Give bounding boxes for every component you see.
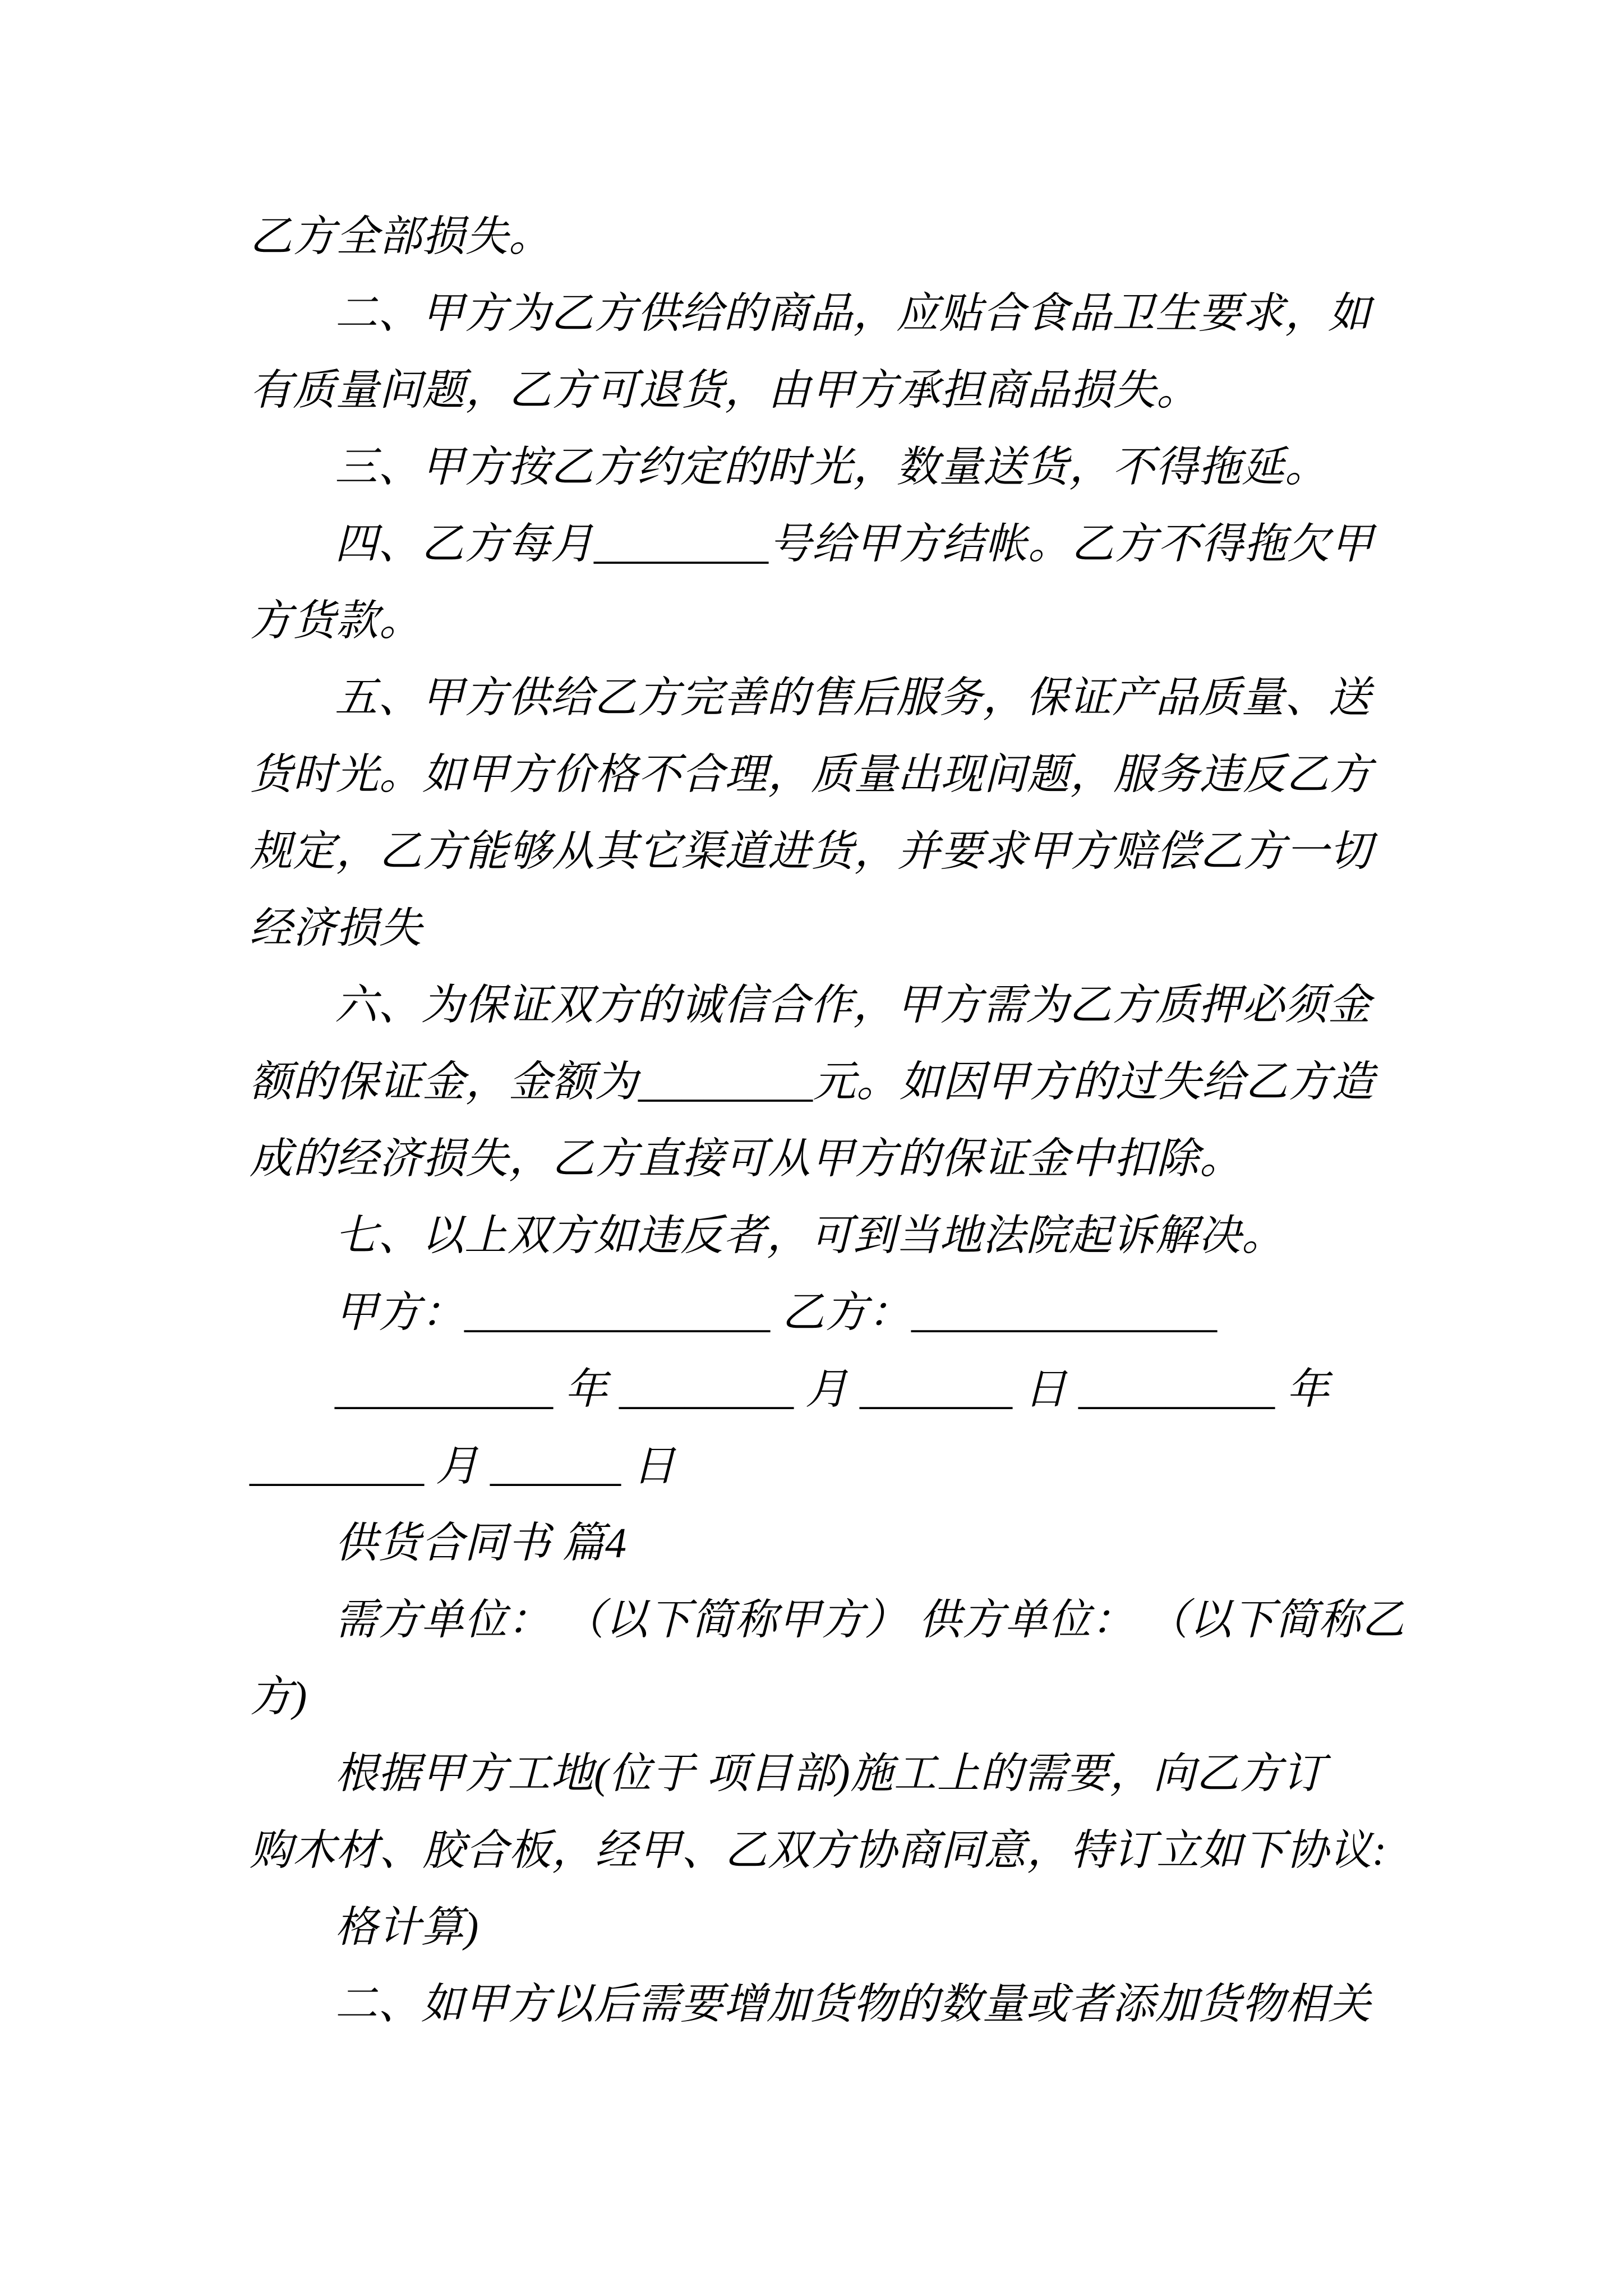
document-line: 成的经济损失，乙方直接可从甲方的保证金中扣除。	[250, 1135, 1243, 1182]
document-line: 方)	[250, 1673, 308, 1720]
document-line: 有质量问题，乙方可退货，由甲方承担商品损失。	[250, 367, 1200, 414]
document-line: 五、甲方供给乙方完善的售后服务，保证产品质量、送	[335, 674, 1371, 721]
document-line: 四、乙方每月________号给甲方结帐。乙方不得拖欠甲	[335, 521, 1373, 568]
document-line: 乙方全部损失。	[250, 213, 552, 260]
document-line: 需方单位： （以下简称甲方） 供方单位： （以下简称乙	[335, 1596, 1405, 1644]
document-line: 六、为保证双方的诚信合作，甲方需为乙方质押必须金	[335, 982, 1371, 1029]
section-title-line: 供货合同书 篇4	[335, 1520, 627, 1567]
document-line: 七、以上双方如违反者，可到当地法院起诉解决。	[335, 1212, 1285, 1259]
document-line: 规定，乙方能够从其它渠道进货，并要求甲方赔偿乙方一切	[250, 828, 1372, 875]
contract-text-block	[250, 199, 1405, 2043]
document-line: 根据甲方工地(位于 项目部)施工上的需要，向乙方订	[335, 1750, 1326, 1797]
document-line: 货时光。如甲方价格不合理，质量出现问题，服务违反乙方	[250, 751, 1372, 798]
document-line: 额的保证金，金额为________元。如因甲方的过失给乙方造	[250, 1059, 1375, 1106]
date-line: __________ 年 ________ 月 _______ 日 _________ 年	[335, 1366, 1330, 1413]
document-line: 二、如甲方以后需要增加货物的数量或者添加货物相关	[335, 1981, 1371, 2028]
document-line: 经济损失	[250, 905, 422, 952]
document-line: 二、甲方为乙方供给的商品，应贴合食品卫生要求，如	[335, 290, 1371, 337]
document-line: 方货款。	[250, 597, 422, 645]
document-line: 购木材、胶合板，经甲、乙双方协商同意，特订立如下协议:	[250, 1827, 1387, 1874]
document-line: 三、甲方按乙方约定的时光，数量送货，不得拖延。	[335, 444, 1328, 491]
signature-line: 甲方：______________ 乙方：______________	[335, 1289, 1218, 1336]
document-line: 格计算)	[335, 1904, 479, 1951]
date-line: ________ 月 ______ 日	[250, 1443, 676, 1490]
